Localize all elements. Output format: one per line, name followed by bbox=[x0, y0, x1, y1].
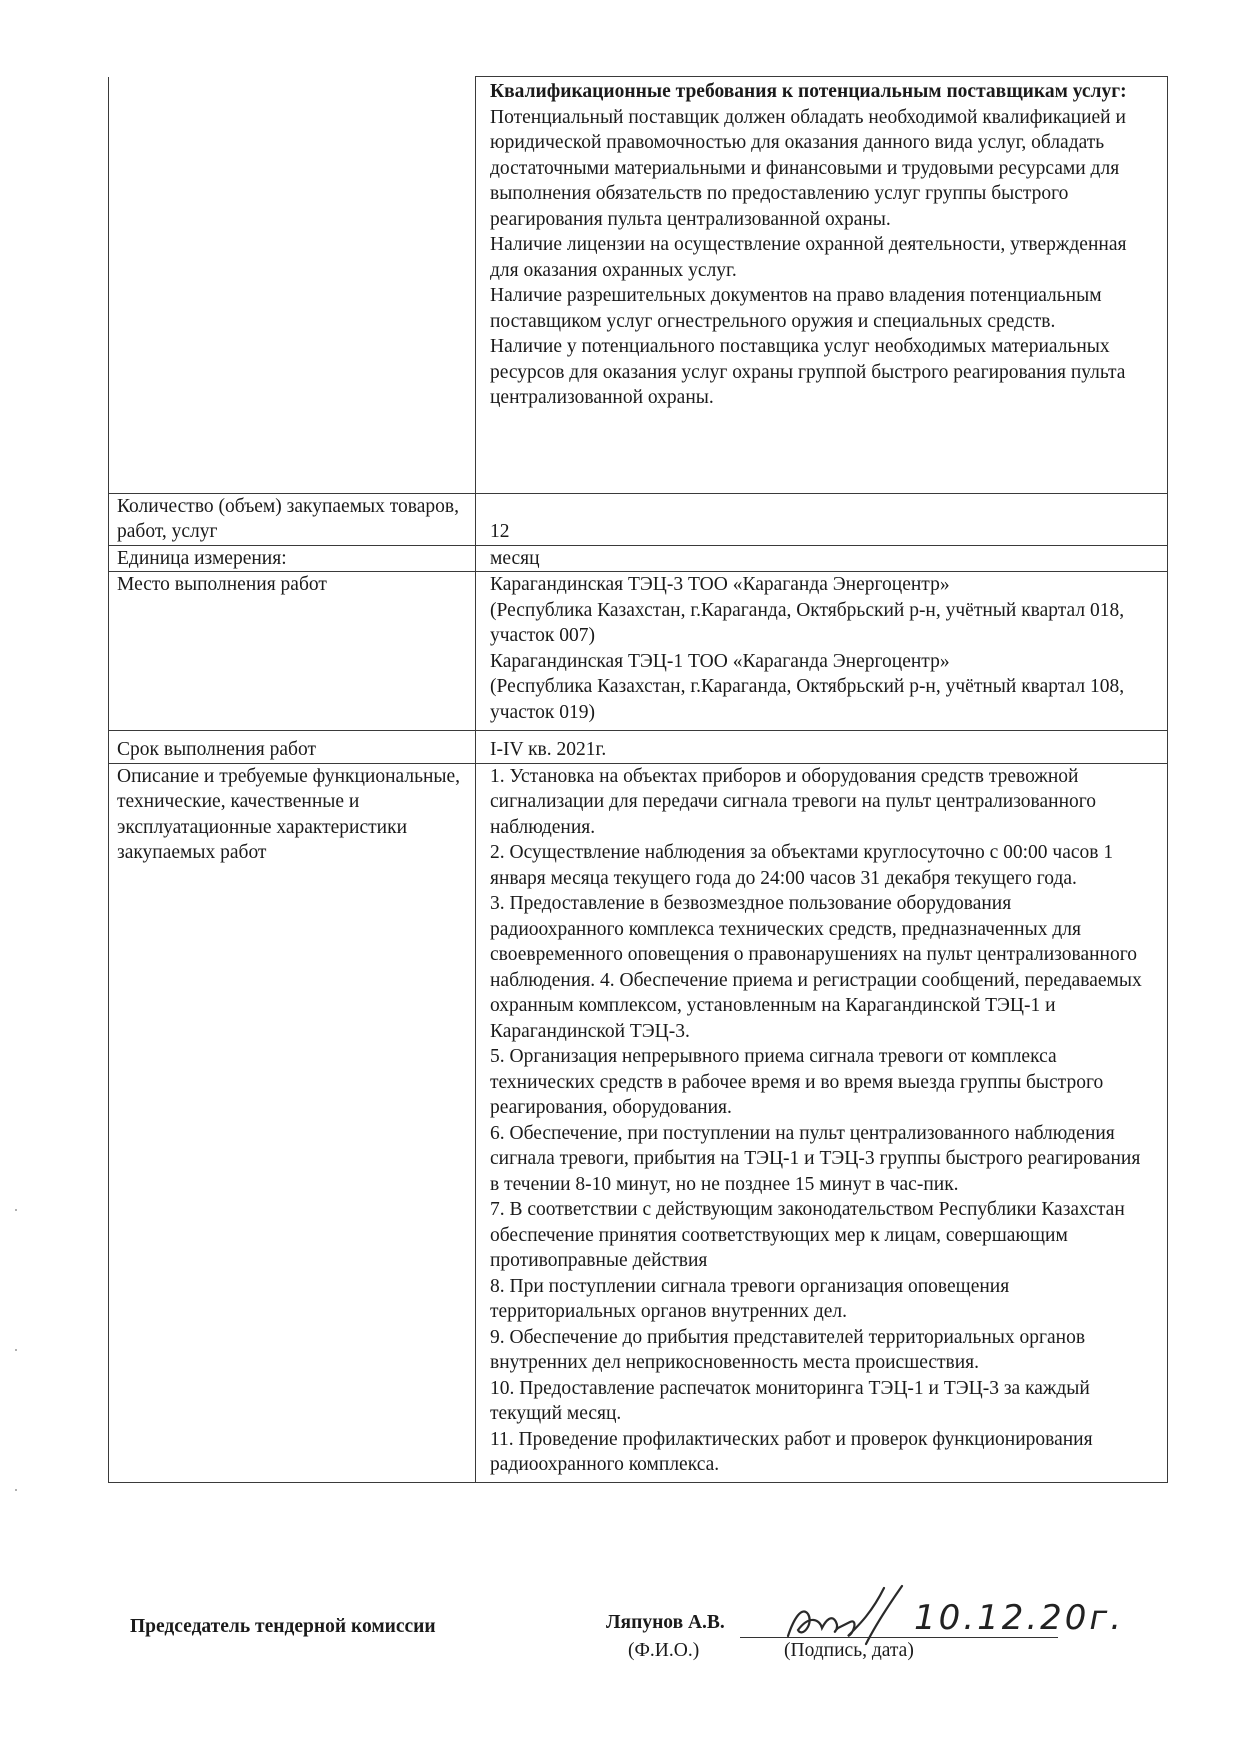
description-cell bbox=[476, 763, 1168, 1482]
chair-name: Ляпунов А.В. bbox=[606, 1612, 725, 1633]
description-item: 3. Предоставление в безвозмездное пользование оборудования радиоохранного комплекса технических средств, предназначенных для своевременного оповещения о правонарушениях на пульт централизованного наблюдения. 4. Обеспечение приема и регистрации сообщений, передаваемых охранным комплексом, установленным на Карагандинской ТЭЦ-1 и Карагандинской ТЭЦ-3. bbox=[490, 893, 1142, 1042]
description-item: 2. Осуществление наблюдения за объектами круглосуточно с 00:00 часов 1 января месяца текущего года до 24:00 часов 31 декабря текущего года. bbox=[490, 842, 1114, 889]
unit-label: Единица измерения: bbox=[109, 545, 476, 572]
qualification-cell bbox=[476, 77, 1168, 494]
unit-value: месяц bbox=[476, 545, 1168, 572]
description-item: 9. Обеспечение до прибытия представителей территориальных органов внутренних дел неприкосновенность места происшествия. bbox=[490, 1326, 1086, 1373]
place-cell bbox=[476, 572, 1168, 731]
description-item: 7. В соответствии с действующим законодательством Республики Казахстан обеспечение принятия соответствующих мер к лицам, совершающим противоправные действия bbox=[490, 1199, 1125, 1271]
qualification-paragraph: Потенциальный поставщик должен обладать необходимой квалификацией и юридической правомочностью для оказания данного вида услуг, обладать достаточными материальными и финансовыми и трудовыми ресурсами для выполнения обязательств по предоставлению услуг группы быстрого реагирования пульта централизованной охраны. bbox=[490, 106, 1126, 230]
chair-title: Председатель тендерной комиссии bbox=[130, 1616, 436, 1637]
term-label: Срок выполнения работ bbox=[109, 731, 476, 764]
description-item: 5. Организация непрерывного приема сигнала тревоги от комплекса технических средств в рабочее время и во время выезда группы быстрого реагирования, оборудования. bbox=[490, 1046, 1104, 1118]
quantity-label: Количество (объем) закупаемых товаров, работ, услуг bbox=[109, 493, 476, 545]
fio-caption: (Ф.И.О.) bbox=[628, 1640, 700, 1661]
scan-margin-marks bbox=[14, 1200, 18, 1500]
signature-footer bbox=[0, 1598, 1240, 1714]
signature-caption: (Подпись, дата) bbox=[784, 1640, 914, 1661]
description-item: 10. Предоставление распечаток мониторинга ТЭЦ-1 и ТЭЦ-3 за каждый текущий месяц. bbox=[490, 1377, 1090, 1424]
qualification-paragraph: Наличие у потенциального поставщика услуг необходимых материальных ресурсов для оказания услуг охраны группой быстрого реагирования пульта централизованной охраны. bbox=[490, 336, 1126, 408]
description-item: 6. Обеспечение, при поступлении на пульт централизованного наблюдения сигнала тревоги, прибытия на ТЭЦ-1 и ТЭЦ-3 группы быстрого реагирования в течении 8-10 минут, но не позднее 15 минут в час-пик. bbox=[490, 1122, 1141, 1195]
place-line: Карагандинская ТЭЦ-3 ТОО «Караганда Энергоцентр» bbox=[490, 574, 950, 595]
description-item: 1. Установка на объектах приборов и оборудования средств тревожной сигнализации для передачи сигнала тревоги на пульт централизованного наблюдения. bbox=[490, 765, 1097, 838]
place-label: Место выполнения работ bbox=[109, 572, 476, 731]
handwritten-date: 10.12.20г. bbox=[914, 1598, 1125, 1638]
place-line: (Республика Казахстан, г.Караганда, Октябрьский р-н, учётный квартал 018, участок 007) bbox=[490, 599, 1125, 646]
qualification-paragraph: Наличие разрешительных документов на право владения потенциальным поставщиком услуг огнестрельного оружия и специальных средств. bbox=[490, 285, 1102, 332]
term-value: I-IV кв. 2021г. bbox=[476, 731, 1168, 764]
quantity-row bbox=[109, 493, 1168, 545]
place-line: (Республика Казахстан, г.Караганда, Октябрьский р-н, учётный квартал 108, участок 019) bbox=[490, 676, 1125, 723]
description-item: 11. Проведение профилактических работ и проверок функционирования радиоохранного комплекса. bbox=[490, 1428, 1093, 1475]
description-item: 8. При поступлении сигнала тревоги организация оповещения территориальных органов внутренних дел. bbox=[490, 1275, 1010, 1322]
term-row bbox=[109, 731, 1168, 764]
qualification-label-cell bbox=[109, 77, 476, 494]
description-label: Описание и требуемые функциональные, технические, качественные и эксплуатационные характеристики закупаемых работ bbox=[109, 763, 476, 1482]
qualification-title: Квалификационные требования к потенциальным поставщикам услуг: bbox=[490, 81, 1127, 102]
qualification-paragraph: Наличие лицензии на осуществление охранной деятельности, утвержденная для оказания охранных услуг. bbox=[490, 234, 1127, 281]
qualification-row bbox=[109, 77, 1168, 494]
specification-table bbox=[108, 76, 1168, 1483]
description-row bbox=[109, 763, 1168, 1482]
place-line: Карагандинская ТЭЦ-1 ТОО «Караганда Энергоцентр» bbox=[490, 650, 950, 672]
place-row bbox=[109, 572, 1168, 731]
handwritten-signature bbox=[780, 1584, 910, 1654]
quantity-value: 12 bbox=[476, 493, 1168, 545]
unit-row bbox=[109, 545, 1168, 572]
